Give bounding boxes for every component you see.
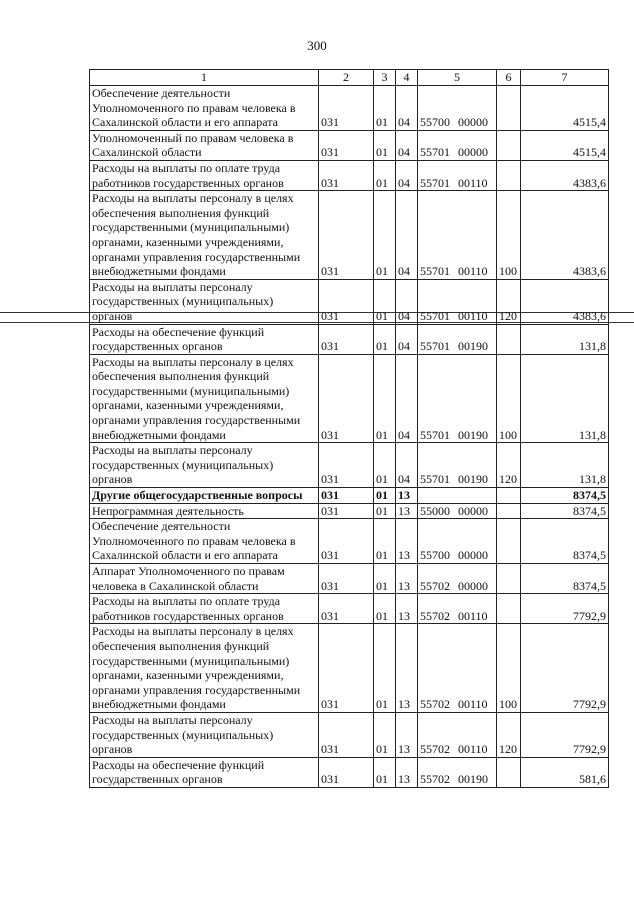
- page-number: 300: [307, 38, 327, 53]
- row-col4-cell: 13: [396, 624, 418, 713]
- row-col5-cell: 55000 00000: [418, 503, 497, 519]
- row-name-cell: Расходы на обеспечение функций государственных органов: [90, 324, 319, 354]
- row-name-cell: Расходы на выплаты персоналу государственных (муниципальных) органов: [90, 279, 319, 324]
- row-col4-cell: 13: [396, 594, 418, 624]
- row-col3-cell: 01: [374, 503, 396, 519]
- row-col4-cell: 13: [396, 712, 418, 757]
- header-cell: 2: [319, 70, 374, 86]
- row-name-cell: Обеспечение деятельности Уполномоченного по правам человека в Сахалинской области и его аппарата: [90, 519, 319, 564]
- row-col2-cell: 031: [319, 624, 374, 713]
- row-col3-cell: 01: [374, 757, 396, 787]
- row-name-cell: Расходы на выплаты персоналу в целях обеспечения выполнения функций государственными (муниципальными) органами, казенными учреждениями, органами управления государственными внебюджетными фондами: [90, 354, 319, 443]
- row-col3-cell: 01: [374, 191, 396, 280]
- row-col6-cell: [497, 324, 521, 354]
- row-col4-cell: 04: [396, 324, 418, 354]
- row-col7-cell: 8374,5: [521, 488, 609, 504]
- row-col6-cell: [497, 519, 521, 564]
- row-name-cell: Расходы на выплаты по оплате труда работников государственных органов: [90, 160, 319, 190]
- row-name-cell: Непрограммная деятельность: [90, 503, 319, 519]
- row-col7-cell: 4515,4: [521, 130, 609, 160]
- row-col7-cell: 8374,5: [521, 503, 609, 519]
- row-col2-cell: 031: [319, 354, 374, 443]
- row-col6-cell: 100: [497, 191, 521, 280]
- row-col5-cell: 55701 00190: [418, 443, 497, 488]
- row-col4-cell: 04: [396, 86, 418, 131]
- row-col4-cell: 04: [396, 160, 418, 190]
- row-col5-cell: 55700 00000: [418, 519, 497, 564]
- row-col3-cell: 01: [374, 279, 396, 324]
- table-row: [90, 519, 609, 564]
- budget-table: [89, 69, 609, 788]
- row-col5-cell: 55702 00110: [418, 594, 497, 624]
- table-row: [90, 564, 609, 594]
- row-name-cell: Аппарат Уполномоченного по правам человека в Сахалинской области: [90, 564, 319, 594]
- row-name-cell: Уполномоченный по правам человека в Сахалинской области: [90, 130, 319, 160]
- row-col3-cell: 01: [374, 443, 396, 488]
- table-row: [90, 130, 609, 160]
- row-name-cell: Расходы на выплаты персоналу в целях обеспечения выполнения функций государственными (муниципальными) органами, казенными учреждениями, органами управления государственными внебюджетными фондами: [90, 624, 319, 713]
- row-col6-cell: 100: [497, 624, 521, 713]
- row-col7-cell: 7792,9: [521, 624, 609, 713]
- row-col5-cell: 55701 00110: [418, 191, 497, 280]
- row-name-cell: Расходы на обеспечение функций государственных органов: [90, 757, 319, 787]
- row-col7-cell: 7792,9: [521, 594, 609, 624]
- row-col4-cell: 13: [396, 488, 418, 504]
- row-col2-cell: 031: [319, 191, 374, 280]
- row-name-cell: Другие общегосударственные вопросы: [90, 488, 319, 504]
- row-col7-cell: 131,8: [521, 324, 609, 354]
- table-row: [90, 443, 609, 488]
- row-col4-cell: 04: [396, 279, 418, 324]
- header-cell: 1: [90, 70, 319, 86]
- row-col2-cell: 031: [319, 503, 374, 519]
- row-col2-cell: 031: [319, 324, 374, 354]
- row-col2-cell: 031: [319, 86, 374, 131]
- table-header-row: [90, 70, 609, 86]
- row-name-cell: Обеспечение деятельности Уполномоченного по правам человека в Сахалинской области и его аппарата: [90, 86, 319, 131]
- row-col6-cell: [497, 503, 521, 519]
- row-col7-cell: 4383,6: [521, 191, 609, 280]
- row-col2-cell: 031: [319, 757, 374, 787]
- table-row: [90, 712, 609, 757]
- row-col6-cell: [497, 130, 521, 160]
- row-col4-cell: 04: [396, 443, 418, 488]
- row-col5-cell: 55702 00000: [418, 564, 497, 594]
- row-col3-cell: 01: [374, 160, 396, 190]
- row-col6-cell: [497, 86, 521, 131]
- row-col7-cell: 8374,5: [521, 519, 609, 564]
- row-col4-cell: 04: [396, 354, 418, 443]
- table-row: [90, 594, 609, 624]
- row-col2-cell: 031: [319, 519, 374, 564]
- row-col6-cell: 120: [497, 712, 521, 757]
- row-col7-cell: 4383,6: [521, 160, 609, 190]
- row-col6-cell: 100: [497, 354, 521, 443]
- row-col5-cell: 55700 00000: [418, 86, 497, 131]
- row-col2-cell: 031: [319, 712, 374, 757]
- table-row: [90, 503, 609, 519]
- row-col5-cell: 55702 00190: [418, 757, 497, 787]
- table-row: [90, 279, 609, 324]
- row-col6-cell: [497, 488, 521, 504]
- row-col4-cell: 13: [396, 757, 418, 787]
- table-row: [90, 191, 609, 280]
- row-col6-cell: [497, 564, 521, 594]
- row-col3-cell: 01: [374, 564, 396, 594]
- row-col2-cell: 031: [319, 443, 374, 488]
- row-col7-cell: 4515,4: [521, 86, 609, 131]
- row-col5-cell: 55701 00000: [418, 130, 497, 160]
- table-row: [90, 354, 609, 443]
- row-col2-cell: 031: [319, 594, 374, 624]
- header-cell: 7: [521, 70, 609, 86]
- table-row: [90, 160, 609, 190]
- row-col4-cell: 04: [396, 191, 418, 280]
- row-col5-cell: 55702 00110: [418, 624, 497, 713]
- table-row: [90, 86, 609, 131]
- row-col3-cell: 01: [374, 488, 396, 504]
- row-col4-cell: 13: [396, 503, 418, 519]
- row-col3-cell: 01: [374, 324, 396, 354]
- row-col5-cell: 55702 00110: [418, 712, 497, 757]
- row-col3-cell: 01: [374, 86, 396, 131]
- row-col7-cell: 8374,5: [521, 564, 609, 594]
- row-col7-cell: 4383,6: [521, 279, 609, 324]
- row-col7-cell: 131,8: [521, 354, 609, 443]
- row-col4-cell: 13: [396, 519, 418, 564]
- row-col5-cell: 55701 00190: [418, 354, 497, 443]
- row-col6-cell: [497, 160, 521, 190]
- row-col5-cell: [418, 488, 497, 504]
- row-name-cell: Расходы на выплаты персоналу государственных (муниципальных) органов: [90, 712, 319, 757]
- table-row: [90, 324, 609, 354]
- row-col6-cell: 120: [497, 443, 521, 488]
- header-cell: 6: [497, 70, 521, 86]
- row-col2-cell: 031: [319, 488, 374, 504]
- row-col3-cell: 01: [374, 594, 396, 624]
- row-col3-cell: 01: [374, 130, 396, 160]
- row-col5-cell: 55701 00190: [418, 324, 497, 354]
- row-col7-cell: 7792,9: [521, 712, 609, 757]
- table-row: [90, 757, 609, 787]
- row-name-cell: Расходы на выплаты по оплате труда работников государственных органов: [90, 594, 319, 624]
- row-name-cell: Расходы на выплаты персоналу государственных (муниципальных) органов: [90, 443, 319, 488]
- row-col6-cell: 120: [497, 279, 521, 324]
- table-row: [90, 624, 609, 713]
- row-col7-cell: 131,8: [521, 443, 609, 488]
- row-col7-cell: 581,6: [521, 757, 609, 787]
- row-col6-cell: [497, 594, 521, 624]
- row-col5-cell: 55701 00110: [418, 279, 497, 324]
- row-col3-cell: 01: [374, 624, 396, 713]
- row-col2-cell: 031: [319, 279, 374, 324]
- header-cell: 5: [418, 70, 497, 86]
- header-cell: 3: [374, 70, 396, 86]
- row-col5-cell: 55701 00110: [418, 160, 497, 190]
- row-col3-cell: 01: [374, 354, 396, 443]
- row-col6-cell: [497, 757, 521, 787]
- row-col2-cell: 031: [319, 564, 374, 594]
- row-col2-cell: 031: [319, 130, 374, 160]
- row-col3-cell: 01: [374, 712, 396, 757]
- row-col2-cell: 031: [319, 160, 374, 190]
- row-col4-cell: 04: [396, 130, 418, 160]
- row-col3-cell: 01: [374, 519, 396, 564]
- row-name-cell: Расходы на выплаты персоналу в целях обеспечения выполнения функций государственными (муниципальными) органами, казенными учреждениями, органами управления государственными внебюджетными фондами: [90, 191, 319, 280]
- header-cell: 4: [396, 70, 418, 86]
- row-col4-cell: 13: [396, 564, 418, 594]
- table-row: [90, 488, 609, 504]
